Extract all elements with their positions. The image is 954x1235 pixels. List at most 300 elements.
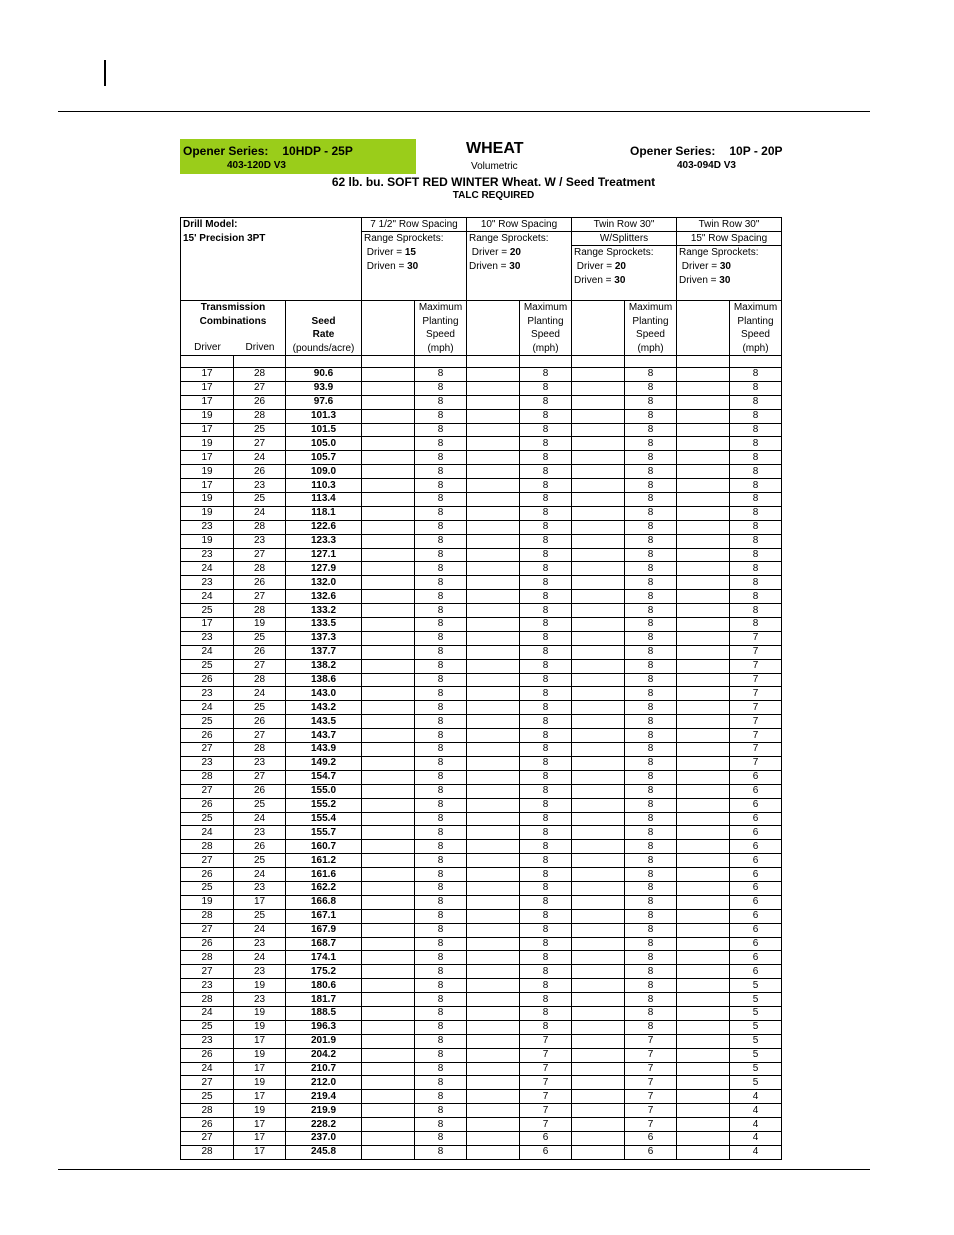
blank-cell: [572, 409, 625, 423]
driven-cell: 24: [234, 812, 286, 826]
speed-cell-4: 8: [730, 548, 782, 562]
blank-cell: [467, 1090, 520, 1104]
blank-cell: [677, 729, 730, 743]
driven-cell: 23: [234, 826, 286, 840]
driven-cell: 28: [234, 604, 286, 618]
opener-left-code: 403-120D V3: [227, 160, 286, 171]
speed-header-3: Maximum Planting Speed (mph): [625, 301, 677, 356]
blank-cell: [677, 659, 730, 673]
speed-cell-4: 8: [730, 534, 782, 548]
blank-cell: [677, 1131, 730, 1145]
driven-cell: 28: [234, 520, 286, 534]
speed-cell-1: 8: [415, 965, 467, 979]
driver-cell: 27: [181, 854, 234, 868]
speed-cell-4: 6: [730, 798, 782, 812]
speed-cell-1: 8: [415, 812, 467, 826]
blank-cell: [572, 659, 625, 673]
blank-cell: [572, 1020, 625, 1034]
speed-cell-3: 8: [625, 437, 677, 451]
blank-cell: [467, 576, 520, 590]
speed-cell-1: 8: [415, 687, 467, 701]
seed-rate-cell: 155.0: [286, 784, 362, 798]
blank-cell: [677, 395, 730, 409]
driven-cell: 25: [234, 493, 286, 507]
blank-cell: [677, 826, 730, 840]
speed-cell-1: 8: [415, 923, 467, 937]
speed-cell-2: 8: [520, 854, 572, 868]
speed-cell-2: 7: [520, 1104, 572, 1118]
speed-cell-2: 8: [520, 715, 572, 729]
speed-cell-3: 6: [625, 1145, 677, 1159]
speed-cell-2: 8: [520, 437, 572, 451]
blank-cell: [572, 631, 625, 645]
speed-cell-2: 8: [520, 951, 572, 965]
blank-cell: [467, 562, 520, 576]
range-label: Range Sprockets:: [679, 247, 759, 258]
spacing-subheader-4: 15" Row Spacing: [677, 232, 782, 246]
speed-cell-4: 4: [730, 1131, 782, 1145]
blank-cell: [677, 979, 730, 993]
blank-cell: [467, 1118, 520, 1132]
blank-cell: [467, 937, 520, 951]
blank-cell: [362, 1062, 415, 1076]
blank-cell: [572, 798, 625, 812]
seed-rate-cell: 101.3: [286, 409, 362, 423]
blank-cell: [467, 520, 520, 534]
speed-cell-4: 6: [730, 770, 782, 784]
blank-cell: [677, 895, 730, 909]
speed-cell-4: 8: [730, 395, 782, 409]
driver-cell: 26: [181, 868, 234, 882]
blank-cell: [467, 743, 520, 757]
seed-rate-cell: 228.2: [286, 1118, 362, 1132]
speed-cell-1: 8: [415, 840, 467, 854]
blank-cell: [572, 506, 625, 520]
seed-rate-cell: 97.6: [286, 395, 362, 409]
table-row: [181, 1090, 782, 1104]
speed-cell-3: 8: [625, 937, 677, 951]
driven-cell: 23: [234, 937, 286, 951]
speed-cell-2: 8: [520, 368, 572, 382]
driver-cell: 25: [181, 715, 234, 729]
seed-rate-cell: 201.9: [286, 1034, 362, 1048]
spacing-header-3: Twin Row 30": [572, 218, 677, 232]
crop-subtitle: Volumetric: [471, 161, 518, 172]
speed-cell-3: 8: [625, 409, 677, 423]
opener-series-left: [180, 139, 416, 174]
range-label: Range Sprockets:: [469, 233, 549, 244]
blank-cell: [467, 993, 520, 1007]
speed-cell-1: 8: [415, 854, 467, 868]
blank-cell: [467, 798, 520, 812]
driven-cell: 19: [234, 1048, 286, 1062]
blank-cell: [362, 465, 415, 479]
speed-cell-3: 8: [625, 493, 677, 507]
speed-cell-4: 6: [730, 881, 782, 895]
driver-cell: 26: [181, 673, 234, 687]
blank-cell: [362, 895, 415, 909]
table-row: [181, 979, 782, 993]
seed-rate-cell: 122.6: [286, 520, 362, 534]
speed-cell-1: 8: [415, 1062, 467, 1076]
speed-cell-2: 8: [520, 506, 572, 520]
transmission-header: [181, 301, 286, 356]
blank-cell: [677, 1048, 730, 1062]
seed-rate-cell: 210.7: [286, 1062, 362, 1076]
seed-rate-cell: 155.2: [286, 798, 362, 812]
opener-right-label: Opener Series:: [630, 144, 716, 158]
driven-cell: 25: [234, 631, 286, 645]
blank-cell: [362, 604, 415, 618]
speed-cell-2: 8: [520, 826, 572, 840]
speed-cell-3: 8: [625, 812, 677, 826]
speed-cell-2: 8: [520, 534, 572, 548]
table-row: [181, 409, 782, 423]
driver-cell: 23: [181, 520, 234, 534]
blank-cell: [572, 395, 625, 409]
speed-cell-1: 8: [415, 423, 467, 437]
speed-cell-2: 8: [520, 520, 572, 534]
blank-cell: [362, 659, 415, 673]
seed-rate-cell: 168.7: [286, 937, 362, 951]
rate-rows: [181, 368, 782, 1160]
speed-cell-4: 7: [730, 645, 782, 659]
driven-cell: 23: [234, 993, 286, 1007]
blank-cell: [362, 1145, 415, 1159]
table-row: [181, 798, 782, 812]
blank-cell: [677, 743, 730, 757]
blank-cell: [572, 1048, 625, 1062]
blank-cell: [572, 881, 625, 895]
table-row: [181, 631, 782, 645]
speed-cell-3: 8: [625, 965, 677, 979]
speed-cell-2: 8: [520, 701, 572, 715]
speed-cell-4: 8: [730, 381, 782, 395]
seed-rate-cell: 237.0: [286, 1131, 362, 1145]
blank-cell: [362, 854, 415, 868]
speed-cell-2: 8: [520, 465, 572, 479]
blank-cell: [362, 1131, 415, 1145]
driven-cell: 17: [234, 1131, 286, 1145]
driven-cell: 26: [234, 784, 286, 798]
blank-cell: [467, 465, 520, 479]
blank-cell: [677, 590, 730, 604]
driver-cell: 17: [181, 395, 234, 409]
speed-cell-4: 7: [730, 756, 782, 770]
driver-cell: 23: [181, 576, 234, 590]
opener-left-label: Opener Series:: [183, 144, 269, 158]
table-row: [181, 1020, 782, 1034]
blank-cell: [362, 909, 415, 923]
speed-cell-3: 8: [625, 479, 677, 493]
driven-cell: 27: [234, 770, 286, 784]
speed-cell-4: 7: [730, 631, 782, 645]
speed-cell-1: 8: [415, 729, 467, 743]
speed-cell-3: 8: [625, 993, 677, 1007]
blank-cell: [467, 854, 520, 868]
driver-cell: 27: [181, 923, 234, 937]
speed-cell-2: 8: [520, 479, 572, 493]
seed-rate-cell: 175.2: [286, 965, 362, 979]
table-row: [181, 1118, 782, 1132]
speed-cell-2: 8: [520, 868, 572, 882]
blank-cell: [362, 645, 415, 659]
driver-value: 30: [719, 261, 731, 272]
speed-cell-4: 7: [730, 715, 782, 729]
driver-value: 20: [614, 261, 626, 272]
table-row: [181, 993, 782, 1007]
speed-cell-3: 8: [625, 756, 677, 770]
blank-cell: [677, 465, 730, 479]
blank-cell: [572, 965, 625, 979]
seed-rate-cell: 143.2: [286, 701, 362, 715]
speed-cell-2: 8: [520, 659, 572, 673]
driver-label: Driver =: [471, 247, 508, 258]
blank-cell: [572, 618, 625, 632]
blank-header: [677, 301, 730, 356]
seed-rate-cell: 105.0: [286, 437, 362, 451]
blank-cell: [362, 520, 415, 534]
driven-cell: 27: [234, 590, 286, 604]
blank-cell: [467, 395, 520, 409]
seed-rate-cell: 149.2: [286, 756, 362, 770]
blank-cell: [362, 451, 415, 465]
seed-rate-cell: 161.6: [286, 868, 362, 882]
speed-cell-1: 8: [415, 798, 467, 812]
speed-cell-3: 8: [625, 895, 677, 909]
blank-cell: [677, 631, 730, 645]
blank-cell: [467, 673, 520, 687]
speed-cell-2: 6: [520, 1145, 572, 1159]
blank-cell: [677, 1104, 730, 1118]
blank-cell: [362, 965, 415, 979]
driven-cell: 27: [234, 381, 286, 395]
speed-header-1: Maximum Planting Speed (mph): [415, 301, 467, 356]
blank-cell: [677, 909, 730, 923]
blank-cell: [467, 631, 520, 645]
driver-cell: 24: [181, 590, 234, 604]
seed-rate-cell: 154.7: [286, 770, 362, 784]
speed-cell-3: 7: [625, 1104, 677, 1118]
blank-cell: [677, 368, 730, 382]
speed-cell-2: 7: [520, 1090, 572, 1104]
speed-cell-4: 6: [730, 909, 782, 923]
speed-cell-4: 6: [730, 895, 782, 909]
blank-cell: [677, 562, 730, 576]
blank-cell: [362, 548, 415, 562]
seed-rate-cell: 219.9: [286, 1104, 362, 1118]
blank-cell: [572, 1006, 625, 1020]
speed-cell-2: 7: [520, 1048, 572, 1062]
seed-rate-cell: 127.1: [286, 548, 362, 562]
driver-cell: 19: [181, 534, 234, 548]
blank-cell: [467, 506, 520, 520]
seed-rate-cell: 93.9: [286, 381, 362, 395]
seed-rate-cell: 101.5: [286, 423, 362, 437]
speed-cell-3: 8: [625, 659, 677, 673]
table-row: [181, 1104, 782, 1118]
sprockets-1: [362, 232, 467, 301]
blank-cell: [677, 576, 730, 590]
blank-cell: [572, 465, 625, 479]
speed-cell-4: 7: [730, 701, 782, 715]
speed-cell-1: 8: [415, 673, 467, 687]
speed-cell-3: 8: [625, 798, 677, 812]
blank-cell: [572, 840, 625, 854]
driven-header: Driven: [245, 341, 275, 353]
driven-label: Driven =: [679, 275, 717, 286]
blank-cell: [572, 1034, 625, 1048]
blank-cell: [572, 423, 625, 437]
blank-cell: [467, 659, 520, 673]
speed-cell-2: 8: [520, 423, 572, 437]
seed-rate-cell: 245.8: [286, 1145, 362, 1159]
blank-cell: [677, 534, 730, 548]
table-row: [181, 1076, 782, 1090]
speed-cell-3: 6: [625, 1131, 677, 1145]
seed-rate-cell: 219.4: [286, 1090, 362, 1104]
driven-cell: 17: [234, 1118, 286, 1132]
blank-cell: [572, 770, 625, 784]
speed-cell-2: 8: [520, 965, 572, 979]
blank-cell: [362, 756, 415, 770]
blank-cell: [677, 618, 730, 632]
blank-cell: [362, 923, 415, 937]
seed-rate-cell: 113.4: [286, 493, 362, 507]
driver-cell: 26: [181, 1048, 234, 1062]
table-row: [181, 465, 782, 479]
driver-cell: 25: [181, 604, 234, 618]
speed-cell-4: 6: [730, 868, 782, 882]
transmission-title-1: Transmission: [200, 302, 266, 313]
driven-cell: 25: [234, 701, 286, 715]
speed-cell-3: 8: [625, 562, 677, 576]
table-row: [181, 784, 782, 798]
speed-cell-2: 8: [520, 798, 572, 812]
spacing-subheader-3: W/Splitters: [572, 232, 677, 246]
speed-cell-2: 8: [520, 687, 572, 701]
table-row: [181, 951, 782, 965]
speed-cell-2: 8: [520, 381, 572, 395]
table-row: [181, 1048, 782, 1062]
driver-cell: 17: [181, 381, 234, 395]
driven-cell: 24: [234, 451, 286, 465]
speed-cell-1: 8: [415, 576, 467, 590]
driven-cell: 24: [234, 506, 286, 520]
speed-cell-4: 5: [730, 1006, 782, 1020]
driver-cell: 19: [181, 437, 234, 451]
driver-cell: 23: [181, 687, 234, 701]
blank-cell: [572, 1145, 625, 1159]
table-row: [181, 673, 782, 687]
seed-rate-cell: 109.0: [286, 465, 362, 479]
blank-cell: [677, 937, 730, 951]
table-row: [181, 479, 782, 493]
blank-cell: [467, 951, 520, 965]
speed-cell-1: 8: [415, 659, 467, 673]
driven-cell: 28: [234, 673, 286, 687]
speed-cell-3: 8: [625, 576, 677, 590]
blank-cell: [572, 520, 625, 534]
sprockets-2: [467, 232, 572, 301]
speed-cell-1: 8: [415, 1145, 467, 1159]
speed-cell-2: 8: [520, 562, 572, 576]
seed-rate-cell: 212.0: [286, 1076, 362, 1090]
speed-cell-4: 6: [730, 854, 782, 868]
blank-cell: [677, 1090, 730, 1104]
speed-cell-3: 8: [625, 451, 677, 465]
blank-cell: [677, 854, 730, 868]
speed-cell-1: 8: [415, 1006, 467, 1020]
blank-cell: [572, 604, 625, 618]
speed-cell-3: 8: [625, 520, 677, 534]
driver-label: Driver =: [576, 261, 613, 272]
blank-cell: [467, 423, 520, 437]
blank-cell: [362, 493, 415, 507]
seed-rate-cell: 143.7: [286, 729, 362, 743]
speed-cell-1: 8: [415, 881, 467, 895]
blank-cell: [362, 479, 415, 493]
blank-header: [572, 301, 625, 356]
blank-cell: [362, 798, 415, 812]
blank-cell: [677, 437, 730, 451]
blank-cell: [467, 409, 520, 423]
seed-rate-cell: 143.5: [286, 715, 362, 729]
speed-cell-4: 5: [730, 993, 782, 1007]
blank-cell: [362, 687, 415, 701]
speed-cell-4: 6: [730, 840, 782, 854]
driven-cell: 19: [234, 1006, 286, 1020]
blank-header: [362, 301, 415, 356]
driven-cell: 26: [234, 465, 286, 479]
blank-cell: [362, 729, 415, 743]
speed-cell-3: 8: [625, 909, 677, 923]
seed-rate-cell: 138.2: [286, 659, 362, 673]
blank-cell: [572, 479, 625, 493]
driver-cell: 23: [181, 979, 234, 993]
driver-cell: 26: [181, 798, 234, 812]
spacer-row: [181, 356, 782, 368]
table-row: [181, 1006, 782, 1020]
driven-cell: 24: [234, 923, 286, 937]
blank-cell: [572, 826, 625, 840]
blank-cell: [467, 840, 520, 854]
speed-cell-4: 6: [730, 784, 782, 798]
drill-model-value: 15' Precision 3PT: [183, 233, 266, 244]
blank-cell: [677, 770, 730, 784]
speed-cell-4: 8: [730, 451, 782, 465]
speed-cell-3: 8: [625, 645, 677, 659]
speed-cell-1: 8: [415, 826, 467, 840]
driven-cell: 27: [234, 437, 286, 451]
blank-cell: [467, 923, 520, 937]
blank-cell: [362, 715, 415, 729]
blank-cell: [572, 756, 625, 770]
blank-cell: [572, 812, 625, 826]
seed-rate-cell: 174.1: [286, 951, 362, 965]
speed-cell-1: 8: [415, 618, 467, 632]
opener-series-right: [630, 144, 783, 158]
speed-cell-1: 8: [415, 756, 467, 770]
speed-cell-3: 8: [625, 1006, 677, 1020]
speed-cell-4: 5: [730, 1020, 782, 1034]
driver-value: 20: [509, 247, 521, 258]
speed-cell-3: 8: [625, 368, 677, 382]
speed-cell-1: 8: [415, 562, 467, 576]
driven-value: 30: [407, 261, 419, 272]
driven-cell: 19: [234, 618, 286, 632]
speed-cell-3: 8: [625, 590, 677, 604]
